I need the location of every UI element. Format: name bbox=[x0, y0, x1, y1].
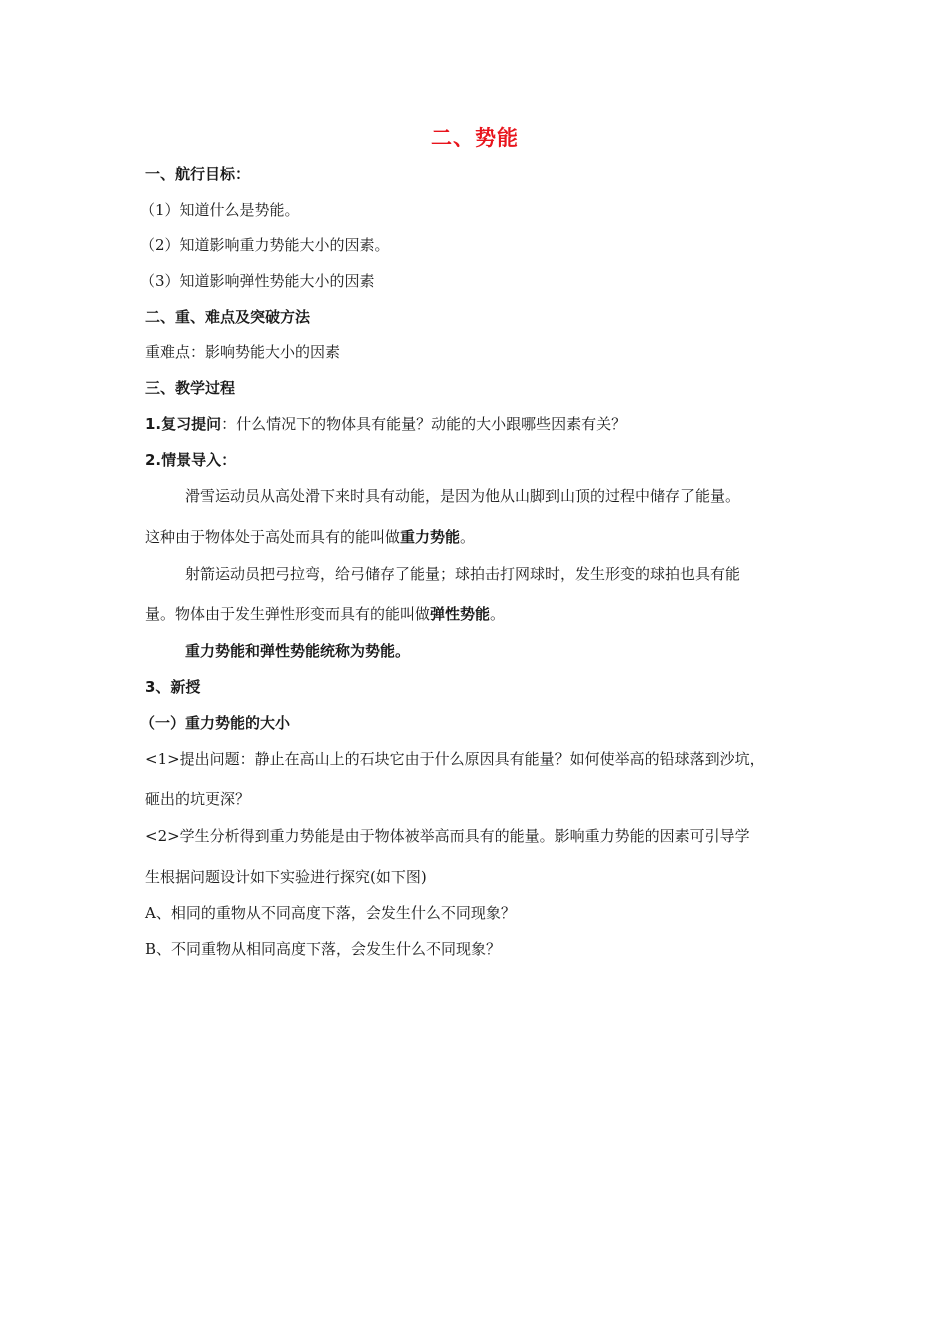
goal-item-1: （1）知道什么是势能。 bbox=[140, 201, 300, 219]
question-2-line-1: <2>学生分析得到重力势能是由于物体被举高而具有的能量。影响重力势能的因素可引导学 bbox=[145, 827, 750, 845]
section-new-lesson-heading: 3、新授 bbox=[145, 678, 201, 696]
review-text: ：什么情况下的物体具有能量？动能的大小跟哪些因素有关？ bbox=[221, 415, 627, 433]
subsection-gravity-heading: （一）重力势能的大小 bbox=[140, 714, 291, 732]
question-a: A、相同的重物从不同高度下落，会发生什么不同现象？ bbox=[145, 904, 516, 922]
intro-heading: 2.情景导入： bbox=[145, 451, 237, 469]
question-2-line-2: 生根据问题设计如下实验进行探究(如下图) bbox=[145, 868, 427, 886]
archery-line-2-end: 。 bbox=[490, 605, 506, 623]
paragraph-ski-line-2 bbox=[145, 527, 825, 547]
term-elastic-potential: 弹性势能 bbox=[430, 605, 491, 623]
section-difficulty-heading: 二、重、难点及突破方法 bbox=[145, 308, 311, 326]
goal-item-2: （2）知道影响重力势能大小的因素。 bbox=[140, 236, 390, 254]
question-b: B、不同重物从相同高度下落，会发生什么不同现象？ bbox=[145, 940, 502, 958]
review-label: 1.复习提问 bbox=[145, 415, 222, 433]
paragraph-archery-line-2 bbox=[145, 604, 825, 624]
paragraph-ski-line-1: 滑雪运动员从高处滑下来时具有动能，是因为他从山脚到山顶的过程中储存了能量。 bbox=[185, 487, 741, 505]
summary-statement: 重力势能和弹性势能统称为势能。 bbox=[185, 642, 411, 660]
ski-line-2-text: 这种由于物体处于高处而具有的能叫做 bbox=[145, 528, 401, 546]
review-question bbox=[145, 414, 825, 434]
ski-line-2-end: 。 bbox=[460, 528, 476, 546]
question-1-line-2: 砸出的坑更深？ bbox=[145, 790, 251, 808]
section-process-heading: 三、教学过程 bbox=[145, 379, 236, 397]
paragraph-archery-line-1: 射箭运动员把弓拉弯，给弓储存了能量；球拍击打网球时，发生形变的球拍也具有能 bbox=[185, 565, 741, 583]
term-gravitational-potential: 重力势能 bbox=[400, 528, 461, 546]
archery-line-2-text: 量。物体由于发生弹性形变而具有的能叫做 bbox=[145, 605, 431, 623]
goal-item-3: （3）知道影响弹性势能大小的因素 bbox=[140, 272, 375, 290]
difficulty-text: 重难点：影响势能大小的因素 bbox=[145, 343, 341, 361]
section-goals-heading: 一、航行目标： bbox=[145, 165, 251, 183]
page-title: 二、势能 bbox=[431, 126, 519, 150]
question-1-line-1: <1>提出问题：静止在高山上的石块它由于什么原因具有能量？如何使举高的铅球落到沙坑， bbox=[145, 750, 765, 768]
